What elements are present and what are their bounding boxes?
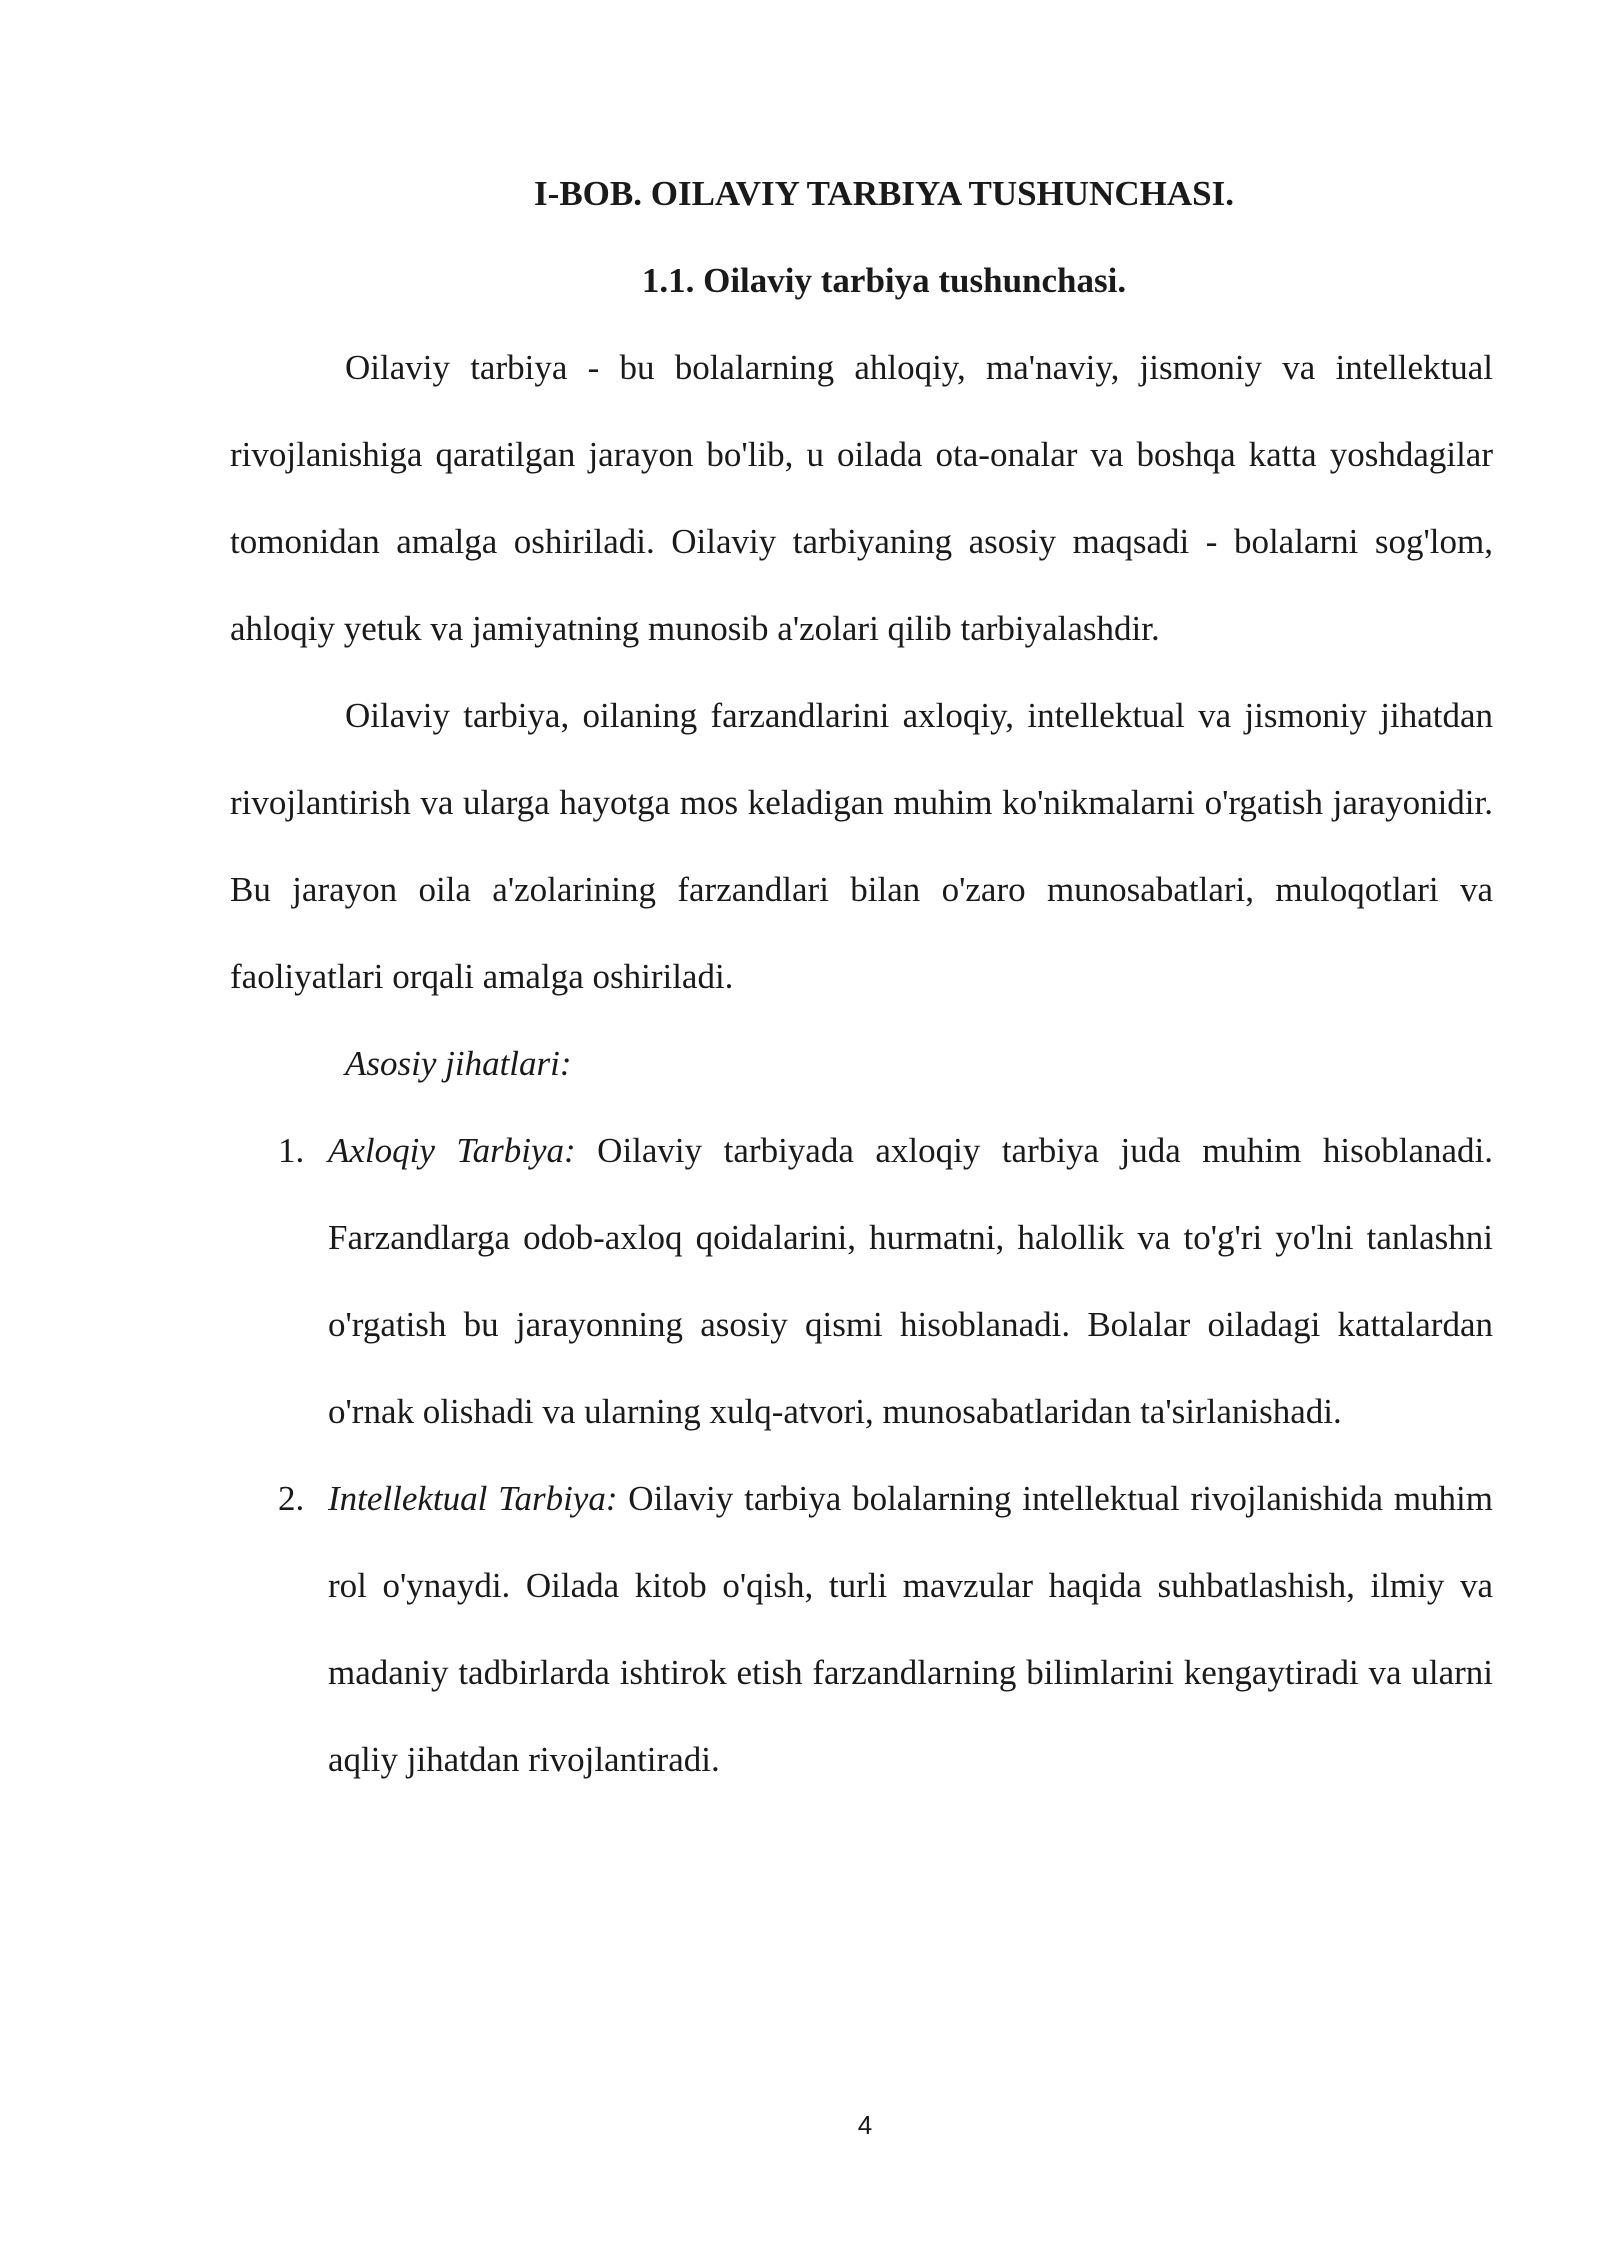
chapter-title: I-BOB. OILAVIY TARBIYA TUSHUNCHASI.	[534, 174, 1234, 213]
paragraph-process: Oilaviy tarbiya, oilaning farzandlarini axloqiy, intellektual va jismoniy jihatdan rivojlantirish va ularga hayotga mos keladigan muhim ko'nikmalarni o'rgatish jarayonidir. Bu jarayon oila a'zolarining farzandlari bilan o'zaro munosabatlari, muloqotlari va faoliyatlari orqali amalga oshiriladi.	[230, 696, 1493, 996]
aspect-term: Intellektual Tarbiya:	[328, 1479, 618, 1518]
paragraph-definition: Oilaviy tarbiya - bu bolalarning ahloqiy, ma'naviy, jismoniy va intellektual rivojlanishiga qaratilgan jarayon bo'lib, u oilada ota-onalar va boshqa katta yoshdagilar tomonidan amalga oshiriladi. Oilaviy tarbiyaning asosiy maqsadi - bolalarni sog'lom, ahloqiy yetuk va jamiyatning munosib a'zolari qilib tarbiyalashdir.	[230, 348, 1493, 648]
aspect-text: Oilaviy tarbiyada axloqiy tarbiya juda muhim hisoblanadi. Farzandlarga odob-axloq qoidalarini, hurmatni, halollik va to'g'ri yo'lni tanlashni o'rgatish bu jarayonning asosiy qismi hisoblanadi. Bolalar oiladagi kattalardan o'rnak olishadi va ularning xulq-atvori, munosabatlaridan ta'sirlanishadi.	[328, 1131, 1494, 1431]
aspect-item-intellectual	[230, 1455, 1493, 1803]
aspect-term: Axloqiy Tarbiya:	[328, 1131, 576, 1170]
document-page	[230, 150, 1493, 1803]
aspect-number: 1.	[278, 1131, 305, 1170]
aspect-text: Oilaviy tarbiya bolalarning intellektual rivojlanishida muhim rol o'ynaydi. Oilada kitob o'qish, turli mavzular haqida suhbatlashish, ilmiy va madaniy tadbirlarda ishtirok etish farzandlarning bilimlarini kengaytiradi va ularni aqliy jihatdan rivojlantiradi.	[328, 1479, 1493, 1779]
aspect-item-moral	[230, 1107, 1493, 1455]
aspects-heading: Asosiy jihatlari:	[345, 1044, 572, 1083]
page-number: 4	[857, 2110, 873, 2140]
aspect-number: 2.	[278, 1479, 305, 1518]
aspects-list	[230, 1107, 1493, 1803]
section-title: 1.1. Oilaviy tarbiya tushunchasi.	[641, 261, 1127, 300]
